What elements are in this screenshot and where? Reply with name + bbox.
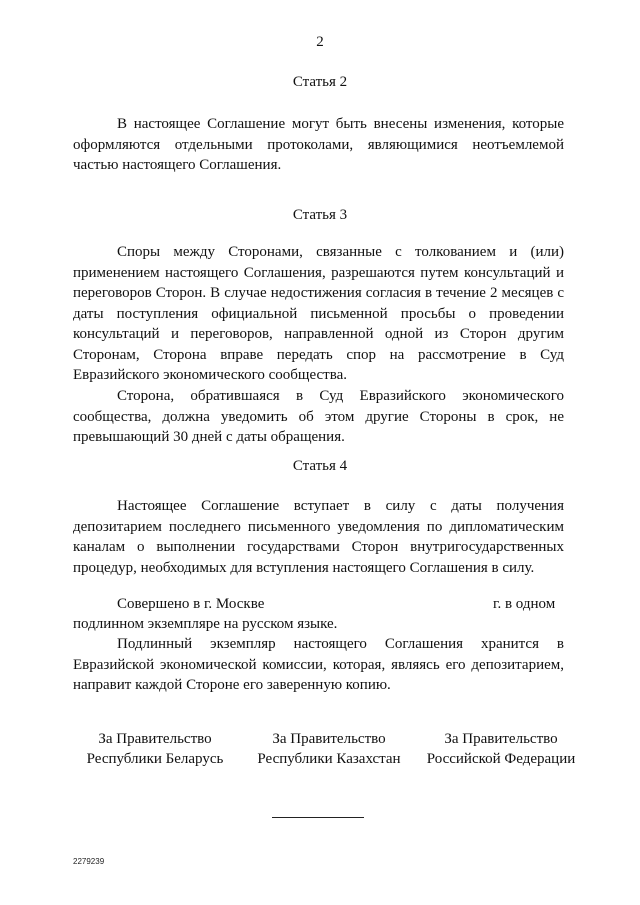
- separator-line: [272, 817, 364, 818]
- signature-label: За Правительство: [444, 731, 558, 747]
- signature-label: За Правительство: [98, 731, 212, 747]
- article-2-paragraph: В настоящее Соглашение могут быть внесены изменения, которые оформляются отдельными протоколами, являющимися неотъемлемой частью настоящего Соглашения.: [73, 116, 564, 173]
- document-code: 2279239: [73, 857, 105, 866]
- article-4-paragraph: Настоящее Соглашение вступает в силу с даты получения депозитарием последнего письменного уведомления по дипломатическим каналам о выполнении государствами Сторон внутригосударственных процедур, необходимых для вступления настоящего Соглашения в силу.: [73, 498, 564, 576]
- signature-block-belarus: [70, 729, 240, 769]
- page-number: 2: [316, 34, 324, 50]
- signature-country: Республики Беларусь: [86, 751, 224, 767]
- signature-country: Республики Казахстан: [257, 751, 401, 767]
- depositary-paragraph: Подлинный экземпляр настоящего Соглашения хранится в Евразийской экономической комиссии, которая, являясь его депозитарием, направит каждой Стороне его заверенную копию.: [73, 636, 564, 693]
- signature-block-russia: [412, 729, 590, 769]
- copy-language-text: подлинном экземпляре на русском языке.: [73, 616, 338, 632]
- article-3-heading: Статья 3: [292, 207, 348, 223]
- signature-country: Российской Федерации: [426, 751, 576, 767]
- date-blank-text: г. в одном: [493, 596, 556, 612]
- article-3-paragraph-2: Сторона, обратившаяся в Суд Евразийского экономического сообщества, должна уведомить об этом другие Стороны в срок, не превышающий 30 дней с даты обращения.: [73, 388, 564, 445]
- signature-block-kazakhstan: [240, 729, 418, 769]
- done-at-text: Совершено в г. Москве: [117, 596, 265, 612]
- article-3-paragraph-1: Споры между Сторонами, связанные с толкованием и (или) применением настоящего Соглашения, разрешаются путем консультаций и переговоров Сторон. В случае недостижения согласия в течение 2 месяцев с даты поступления официальной письменной просьбы о проведении консультаций и переговоров, направленной одной из Сторон другим Сторонам, Сторона вправе передать спор на рассмотрение в Суд Евразийского экономического сообщества.: [73, 244, 564, 383]
- article-4-heading: Статья 4: [292, 458, 348, 474]
- signature-label: За Правительство: [272, 731, 386, 747]
- article-2-heading: Статья 2: [292, 74, 348, 90]
